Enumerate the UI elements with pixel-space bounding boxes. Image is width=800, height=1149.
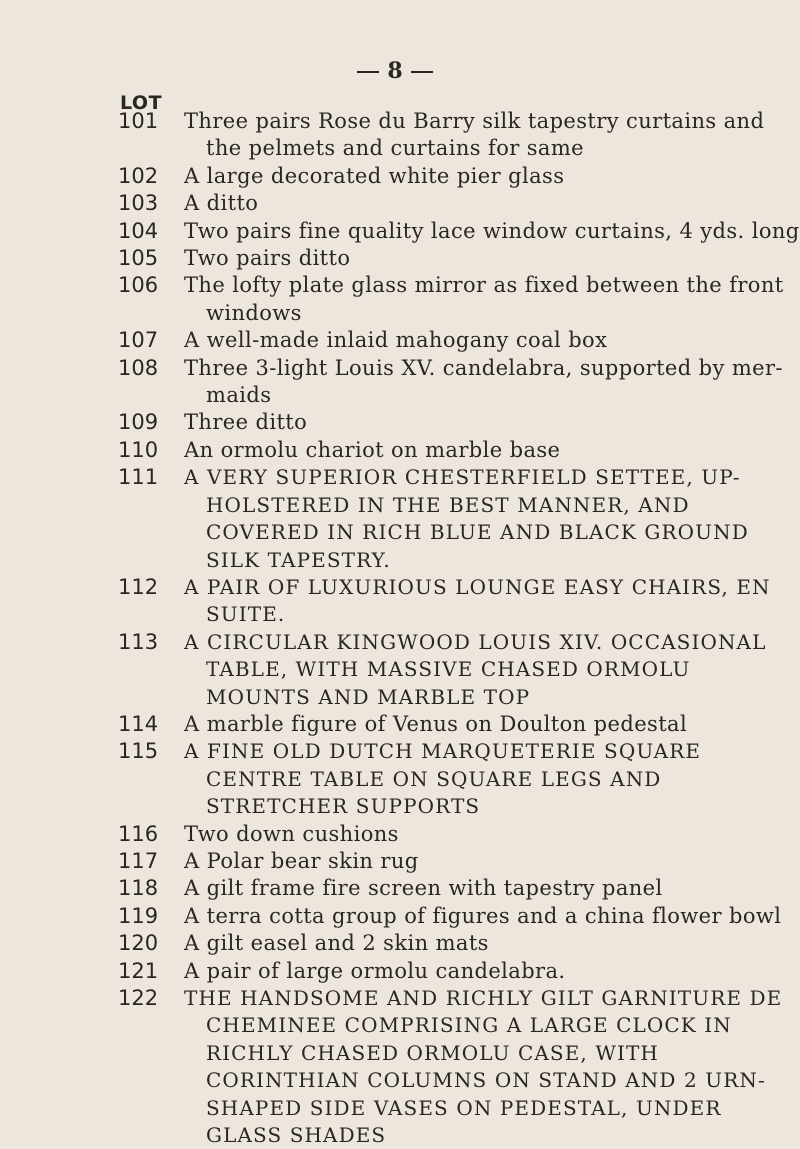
lot-number: 114 — [118, 711, 159, 736]
lot-number: 101 — [118, 109, 159, 133]
lot-entry — [0, 409, 800, 436]
lot-entry — [0, 218, 800, 245]
lot-number: 116 — [118, 821, 159, 846]
lot-number: 112 — [118, 574, 159, 599]
lot-number: 105 — [118, 246, 159, 271]
lot-description: An ormolu chariot on marble base — [184, 437, 561, 462]
lot-description: A VERY SUPERIOR CHESTERFIELD SETTEE, UP-HOLSTERED IN THE BEST MANNER, AND COVERED IN RICH BLUE AND BLACK GROUND SILK TAPESTRY. — [184, 465, 749, 572]
right-dash — [411, 71, 433, 73]
lot-description: The lofty plate glass mirror as fixed between the front windows — [184, 273, 784, 325]
lot-entry — [0, 437, 800, 464]
lot-description: A gilt easel and 2 skin mats — [184, 931, 489, 956]
lot-description: THE HANDSOME AND RICHLY GILT GARNITURE DE CHEMINEE COMPRISING A LARGE CLOCK IN RICHLY CHASED ORMOLU CASE, WITH CORINTHIAN COLUMNS ON STAND AND 2 URN-SHAPED SIDE VASES ON PEDESTAL, UNDER GLASS SHADES — [184, 986, 783, 1148]
lot-description: A well-made inlaid mahogany coal box — [184, 328, 608, 353]
lot-entry — [0, 821, 800, 848]
lot-entry — [0, 985, 800, 1149]
lot-number: 107 — [118, 328, 159, 353]
lot-description: A FINE OLD DUTCH MARQUETERIE SQUARE CENTRE TABLE ON SQUARE LEGS AND STRETCHER SUPPORTS — [184, 739, 702, 819]
lot-description: A ditto — [184, 191, 259, 216]
lot-entry — [0, 738, 800, 820]
lot-description: Two down cushions — [184, 821, 399, 846]
lot-description: A terra cotta group of figures and a china flower bowl — [184, 903, 782, 928]
lot-number: 119 — [118, 903, 159, 928]
lot-entry — [0, 848, 800, 875]
lot-list — [0, 108, 800, 1149]
lot-number: 110 — [118, 437, 159, 462]
lot-description: A Polar bear skin rug — [184, 848, 419, 873]
lot-number: 122 — [118, 986, 159, 1010]
lot-number: 118 — [118, 876, 159, 901]
lot-number: 102 — [118, 163, 159, 188]
lot-number: 104 — [118, 218, 159, 243]
lot-description: A gilt frame fire screen with tapestry panel — [184, 876, 663, 901]
lot-entry — [0, 574, 800, 629]
lot-description: Two pairs ditto — [184, 246, 351, 271]
lot-entry — [0, 272, 800, 327]
lot-description: A CIRCULAR KINGWOOD LOUIS XIV. OCCASIONAL TABLE, WITH MASSIVE CHASED ORMOLU MOUNTS AND MARBLE TOP — [184, 629, 767, 709]
lot-description: Three pairs Rose du Barry silk tapestry curtains and the pelmets and curtains for same — [184, 109, 765, 161]
lot-number: 108 — [118, 355, 159, 380]
lot-entry — [0, 245, 800, 272]
lot-number: 115 — [118, 739, 159, 764]
lot-number: 103 — [118, 191, 159, 216]
lot-number: 117 — [118, 848, 159, 873]
lot-description: A marble figure of Venus on Doulton pedestal — [184, 711, 688, 736]
lot-entry — [0, 711, 800, 738]
lot-description: A large decorated white pier glass — [184, 163, 565, 188]
lot-entry — [0, 629, 800, 711]
lot-description: A pair of large ormolu candelabra. — [184, 958, 566, 983]
lot-entry — [0, 355, 800, 410]
lot-description: Three 3-light Louis XV. candelabra, supported by mer-maids — [184, 355, 783, 408]
lot-column-header: LOT — [120, 92, 163, 114]
lot-number: 109 — [118, 410, 159, 435]
lot-entry — [0, 958, 800, 985]
lot-entry — [0, 108, 800, 163]
lot-number: 113 — [118, 629, 159, 654]
page-number-text: 8 — [387, 58, 403, 84]
lot-number: 111 — [118, 465, 159, 490]
lot-entry — [0, 190, 800, 217]
lot-entry — [0, 464, 800, 574]
lot-number: 120 — [118, 931, 159, 956]
lot-entry — [0, 875, 800, 902]
lot-description: Three ditto — [184, 410, 308, 435]
lot-entry — [0, 930, 800, 957]
lot-description: A PAIR OF LUXURIOUS LOUNGE EASY CHAIRS, EN SUITE. — [184, 574, 771, 627]
left-dash — [357, 71, 379, 73]
lot-number: 121 — [118, 958, 159, 983]
page-number — [340, 58, 450, 84]
lot-entry — [0, 163, 800, 190]
lot-description: Two pairs fine quality lace window curtains, 4 yds. long — [184, 218, 800, 243]
lot-entry — [0, 903, 800, 930]
lot-number: 106 — [118, 273, 159, 298]
lot-entry — [0, 327, 800, 354]
